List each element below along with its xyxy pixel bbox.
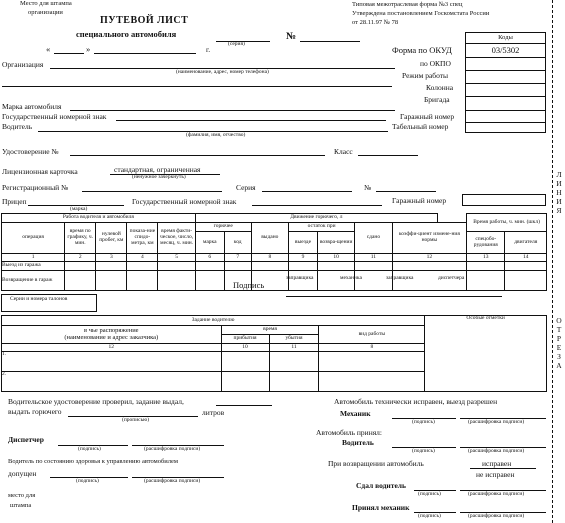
vehicle-brand-line[interactable]: [70, 110, 395, 111]
cut-line-label: Л И Н И Я: [554, 170, 564, 215]
document-title: ПУТЕВОЙ ЛИСТ: [100, 15, 189, 26]
cut-line-label-2: О Т Р Е З А: [554, 316, 564, 370]
driver-accept-label: Водитель: [342, 438, 374, 447]
trailer-state-label: Государственный номерной знак: [132, 197, 237, 206]
faulty-option[interactable]: не исправен: [476, 470, 515, 479]
driver-decoding-caption: (расшифровка подписи): [468, 448, 525, 454]
task-title: Задание водителю: [2, 316, 425, 326]
time-header: время: [221, 326, 319, 335]
col-issued: выдано: [251, 223, 288, 254]
col-odometer: показа-ние спидо-метра, км: [127, 223, 158, 254]
license-type: стандартная, ограниченная: [114, 165, 201, 174]
license-type-caption: (ненужное зачеркнуть): [132, 174, 186, 180]
number-line-2[interactable]: [376, 191, 436, 192]
okud-label: Форма по ОКУД: [392, 45, 452, 55]
date-day-line[interactable]: [54, 53, 84, 54]
column-label: Колонна: [426, 83, 454, 92]
driver-caption: (фамилия, имя, отчество): [186, 132, 246, 138]
task-table: Задание водителю Особые отметки в чье распоряжение (наименование и адрес заказчика) время вид работы прибытия убытия 12 10 11 8 1. 2.: [1, 315, 547, 392]
mechanic-sign-caption: (подпись): [412, 419, 435, 425]
codes-header: Коды: [498, 34, 513, 41]
col-special: спецобо-рудования: [467, 232, 505, 254]
col-exit: выезде: [288, 232, 317, 254]
license-label: Удостоверение №: [2, 147, 59, 156]
col-zero-run: нулевой пробег, км: [96, 223, 127, 254]
dispatcher-label: Диспетчер: [8, 435, 44, 444]
accepted-sign-caption: (подпись): [418, 513, 441, 519]
dispatcher-decoding-caption: (расшифровка подписи): [144, 446, 201, 452]
handed-decoding-caption: (расшифровка подписи): [468, 491, 525, 497]
document-subtitle: специального автомобиля: [76, 29, 177, 39]
row-exit: Выезд из гаража: [2, 262, 65, 271]
accepted-label: Автомобиль принял:: [316, 428, 382, 437]
state-number-label: Государственный номерной знак: [2, 112, 107, 121]
license-checked: Водительское удостоверение проверил, задание выдал,: [8, 397, 184, 406]
table-row: [2, 271, 547, 291]
reg-number-line[interactable]: [82, 191, 222, 192]
driver-sign-caption: (подпись): [412, 448, 435, 454]
stamp-place-label: Место для штампа: [20, 0, 72, 7]
work-mode-label: Режим работы: [402, 71, 449, 80]
sign-dispatcher: диспетчера: [438, 275, 465, 281]
col-actual-time: время факти-ческое, число, месяц, ч. мин.: [158, 223, 195, 254]
col-operation: операция: [2, 223, 65, 254]
health-decoding-caption: (расшифровка подписи): [144, 478, 201, 484]
sign-fueler-1: заправщика: [286, 275, 314, 281]
health-label: Водитель по состоянию здоровья к управлению автомобилем: [8, 458, 179, 465]
form-note-1: Типовая межотраслевая форма №3 спец: [352, 1, 463, 8]
trailer-state-line[interactable]: [252, 205, 382, 206]
work-table: [1, 213, 547, 291]
dispatcher-sign-caption: (подпись): [78, 446, 101, 452]
driver-label: Водитель: [2, 122, 33, 131]
table-row: 1.: [2, 352, 547, 372]
okud-value: 03/5302: [491, 45, 520, 55]
number-sign: №: [286, 31, 297, 42]
row-return: Возвращение в гараж: [2, 271, 65, 291]
health-sign-caption: (подпись): [76, 478, 99, 484]
date-year-suffix: г.: [206, 45, 211, 54]
group-driver: Работа водителя и автомобиля: [2, 214, 196, 223]
number-label: №: [364, 183, 372, 192]
issue-fuel: выдать горючего: [8, 407, 62, 416]
departure: убытия: [269, 335, 319, 344]
brigade-label: Бригада: [424, 95, 450, 104]
col-time-sched: время по графику, ч. мин.: [65, 223, 96, 254]
signatures-label: Подпись: [233, 280, 265, 290]
cut-line: [552, 0, 553, 523]
reg-number-label: Регистрационный №: [2, 183, 69, 192]
liters-label: литров: [202, 408, 225, 417]
col-fuel: горючее: [195, 223, 251, 232]
handed-sign-caption: (подпись): [418, 491, 441, 497]
trailer-garage-label: Гаражный номер: [392, 196, 447, 205]
date-quote-close: »: [86, 44, 91, 54]
col-remaining: остаток при: [288, 223, 354, 232]
col-brand: марка: [195, 232, 224, 254]
date-quote-open: «: [46, 44, 51, 54]
admitted-label: допущен: [8, 469, 37, 478]
table-row: [2, 262, 547, 271]
date-month-line[interactable]: [94, 53, 196, 54]
class-line[interactable]: [358, 155, 418, 156]
group-time: Время работы, ч. мин. (шкл): [467, 214, 547, 232]
special-marks: Особые отметки: [425, 316, 547, 392]
sign-fueler-2: заправщика: [386, 275, 414, 281]
okpo-label: по ОКПО: [420, 59, 451, 68]
license-card-label: Лицензионная карточка: [2, 167, 78, 176]
trailer-label: Прицеп: [2, 197, 27, 206]
organization-label: Организация: [2, 60, 44, 69]
vehicle-ok-label: Автомобиль технически исправен, выезд разрешен: [334, 397, 498, 406]
col-engine: двигателя: [505, 232, 547, 254]
arrival: прибытия: [221, 335, 269, 344]
job-type: вид работы: [319, 326, 425, 344]
table-row: 2.: [2, 372, 547, 392]
on-return-label: При возвращении автомобиль: [328, 459, 424, 468]
trailer-garage-box[interactable]: [462, 194, 546, 206]
col-handed: сдано: [355, 223, 392, 254]
form-note-2: Утверждена постановлением Госкомстата России: [352, 10, 490, 17]
col-code: код: [224, 232, 251, 254]
serviceable-option[interactable]: исправен: [482, 459, 512, 468]
class-label: Класс: [334, 147, 353, 156]
organization-caption: (наименование, адрес, номер телефона): [176, 69, 269, 75]
license-line[interactable]: [70, 155, 325, 156]
series-caption: (серия): [228, 41, 245, 47]
trailer-caption: (марка): [70, 206, 88, 212]
state-number-line[interactable]: [116, 120, 386, 121]
stamp-place-label-2: организации: [28, 9, 63, 16]
accepted-decoding-caption: (расшифровка подписи): [468, 513, 525, 519]
handed-driver-label: Сдал водитель: [356, 481, 406, 490]
mechanic-decoding-caption: (расшифровка подписи): [468, 419, 525, 425]
number-line: [300, 41, 360, 42]
form-note-3: от 28.11.97 № 78: [352, 19, 399, 26]
table-row: 1 2 3 4 5 6 7 8 9 10 11 12 13 14: [2, 254, 547, 262]
accepted-mechanic-label: Принял механик: [352, 503, 410, 512]
stamp-place-bottom-2: штампа: [10, 502, 32, 509]
col-return: возвра-щении: [317, 232, 354, 254]
serial-numbers-label: Серии и номера талонов: [10, 296, 68, 302]
vehicle-brand-label: Марка автомобиля: [2, 102, 62, 111]
col-coef: коэффи-циент измене-ния нормы: [392, 223, 467, 254]
sign-mechanic: механика: [340, 275, 362, 281]
tab-number-label: Табельный номер: [392, 122, 449, 131]
at-disposal: в чье распоряжение (наименование и адрес заказчика): [2, 326, 222, 344]
stamp-place-bottom: место для: [8, 492, 36, 499]
garage-number-label: Гаражный номер: [400, 112, 455, 121]
mechanic-label: Механик: [340, 409, 371, 418]
series-label: Серия: [236, 183, 256, 192]
series-line-2[interactable]: [262, 191, 352, 192]
group-fuel: Движение горючего, л: [195, 214, 437, 223]
in-words-caption: (прописью): [122, 417, 150, 423]
